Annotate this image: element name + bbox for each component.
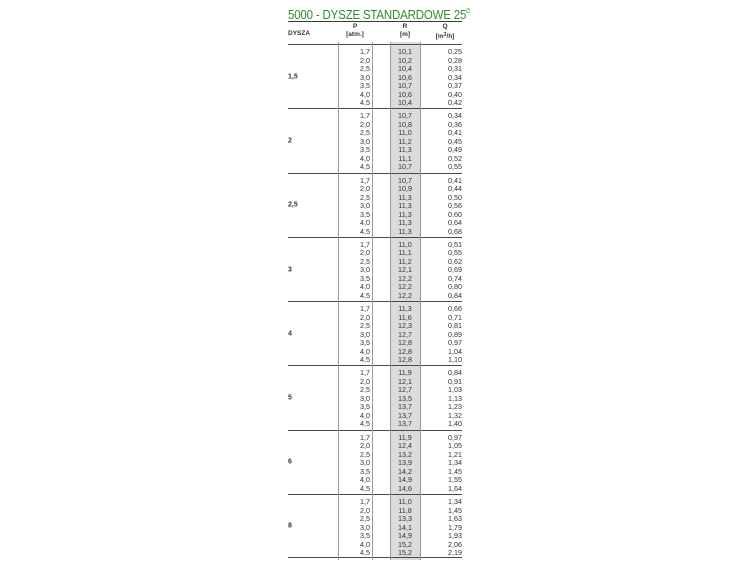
pressure-value: 3,0 <box>360 136 370 146</box>
pressure-value: 2,5 <box>360 321 370 331</box>
nozzle-rows <box>338 241 462 301</box>
nozzle-table-sheet <box>288 4 470 558</box>
flow-value: 0,51 <box>448 239 462 249</box>
pressure-value: 4,5 <box>360 355 370 365</box>
flow-value: 0,49 <box>448 145 462 155</box>
flow-value: 0,52 <box>448 153 462 163</box>
flow-value: 1,23 <box>448 402 462 412</box>
flow-value: 0,36 <box>448 119 462 129</box>
pressure-value: 2,0 <box>360 312 370 322</box>
pressure-value: 3,5 <box>360 402 370 412</box>
nozzle-group <box>288 173 462 237</box>
pressure-value: 3,5 <box>360 81 370 90</box>
pressure-value: 2,0 <box>360 505 370 515</box>
header-radius-unit: [m] <box>399 31 411 38</box>
nozzle-group <box>288 301 462 365</box>
pressure-value: 4,5 <box>360 98 370 107</box>
radius-value: 11,3 <box>398 209 412 219</box>
pressure-value: 2,5 <box>360 449 370 459</box>
radius-value: 12,3 <box>398 321 412 331</box>
radius-value: 14,9 <box>398 475 412 485</box>
flow-value: 0,56 <box>448 201 462 211</box>
header-flow-unit-sup: 3 <box>443 32 447 38</box>
flow-value: 0,55 <box>448 162 462 172</box>
nozzle-size-label: 2 <box>288 137 292 145</box>
radius-value: 12,7 <box>398 329 412 339</box>
table-row <box>338 292 462 301</box>
flow-value: 0,34 <box>448 111 462 121</box>
table-title-text: 5000 - DYSZE STANDARDOWE 25 <box>288 8 467 22</box>
pressure-value: 2,0 <box>360 55 370 65</box>
pressure-value: 3,5 <box>360 145 370 155</box>
nozzle-rows <box>338 369 462 429</box>
pressure-value: 2,5 <box>360 514 370 524</box>
column-divider-r-right <box>420 42 421 560</box>
header-radius-label: R <box>402 23 408 30</box>
flow-value: 1,10 <box>448 355 462 365</box>
flow-value: 0,81 <box>448 321 462 331</box>
table-row <box>338 228 462 237</box>
flow-value: 0,74 <box>448 273 462 283</box>
radius-value: 13,7 <box>398 410 412 420</box>
pressure-value: 3,0 <box>360 72 370 82</box>
radius-value: 11,0 <box>398 239 412 249</box>
radius-value: 12,8 <box>398 346 412 356</box>
column-divider-p-right <box>372 42 373 560</box>
nozzle-size-label: 4 <box>288 330 292 338</box>
nozzle-rows <box>338 498 462 558</box>
flow-value: 0,80 <box>448 282 462 292</box>
radius-value: 12,2 <box>398 282 412 292</box>
nozzle-group <box>288 365 462 429</box>
radius-value: 13,5 <box>398 393 412 403</box>
radius-value: 13,2 <box>398 449 412 459</box>
header-flow <box>428 23 462 41</box>
header-radius <box>390 23 420 39</box>
column-divider-p-left <box>338 42 339 560</box>
flow-value: 0,84 <box>448 290 462 300</box>
pressure-value: 1,7 <box>360 111 370 121</box>
radius-value: 11,8 <box>398 505 412 515</box>
flow-value: 0,28 <box>448 55 462 65</box>
radius-value: 12,4 <box>398 441 412 451</box>
flow-value: 0,40 <box>448 89 462 99</box>
radius-value: 11,3 <box>398 201 412 211</box>
radius-value: 13,9 <box>398 458 412 468</box>
radius-value: 12,2 <box>398 290 412 300</box>
flow-value: 2,19 <box>448 548 462 558</box>
pressure-value: 2,0 <box>360 376 370 386</box>
pressure-value: 4,0 <box>360 89 370 99</box>
pressure-value: 2,0 <box>360 441 370 451</box>
table-row <box>338 99 462 108</box>
flow-value: 0,68 <box>448 226 462 236</box>
flow-value: 0,44 <box>448 184 462 194</box>
radius-value: 10,6 <box>398 72 412 82</box>
flow-value: 1,79 <box>448 522 462 532</box>
pressure-value: 4,0 <box>360 153 370 163</box>
nozzle-size-label: 3 <box>288 266 292 274</box>
flow-value: 0,84 <box>448 368 462 378</box>
pressure-value: 3,5 <box>360 531 370 541</box>
nozzle-group <box>288 237 462 301</box>
nozzle-size-label: 6 <box>288 458 292 466</box>
table-row <box>338 485 462 494</box>
flow-value: 0,45 <box>448 136 462 146</box>
pressure-value: 4,0 <box>360 410 370 420</box>
flow-value: 1,13 <box>448 393 462 403</box>
table-row <box>338 420 462 429</box>
nozzle-rows <box>338 112 462 172</box>
flow-value: 0,60 <box>448 209 462 219</box>
flow-value: 0,41 <box>448 175 462 185</box>
flow-value: 0,71 <box>448 312 462 322</box>
pressure-value: 2,0 <box>360 248 370 258</box>
pressure-value: 1,7 <box>360 368 370 378</box>
pressure-value: 4,0 <box>360 475 370 485</box>
pressure-value: 3,0 <box>360 201 370 211</box>
radius-value: 15,2 <box>398 548 412 558</box>
pressure-value: 3,5 <box>360 338 370 348</box>
pressure-value: 4,0 <box>360 539 370 549</box>
pressure-value: 4,5 <box>360 548 370 558</box>
flow-value: 1,32 <box>448 410 462 420</box>
pressure-value: 3,0 <box>360 265 370 275</box>
radius-value: 12,8 <box>398 355 412 365</box>
table-header <box>288 22 462 44</box>
radius-value: 12,1 <box>398 265 412 275</box>
pressure-value: 4,0 <box>360 282 370 292</box>
pressure-value: 1,7 <box>360 304 370 314</box>
radius-value: 10,7 <box>398 162 412 172</box>
radius-value: 11,3 <box>398 304 412 314</box>
nozzle-size-label: 8 <box>288 522 292 530</box>
pressure-value: 1,7 <box>360 239 370 249</box>
pressure-value: 3,0 <box>360 393 370 403</box>
radius-value: 10,2 <box>398 55 412 65</box>
radius-value: 11,3 <box>398 145 412 155</box>
pressure-value: 2,5 <box>360 192 370 202</box>
nozzle-size-label: 2,5 <box>288 201 298 209</box>
pressure-value: 4,5 <box>360 226 370 236</box>
radius-value: 13,3 <box>398 514 412 524</box>
radius-value: 11,2 <box>398 256 412 266</box>
flow-value: 0,69 <box>448 265 462 275</box>
flow-value: 1,03 <box>448 385 462 395</box>
radius-value: 11,0 <box>398 497 412 507</box>
flow-value: 1,34 <box>448 497 462 507</box>
radius-value: 13,7 <box>398 419 412 429</box>
radius-value: 10,7 <box>398 81 412 90</box>
radius-value: 10,7 <box>398 111 412 121</box>
flow-value: 1,45 <box>448 505 462 515</box>
header-flow-unit-pre: [m <box>435 33 444 40</box>
pressure-value: 4,5 <box>360 290 370 300</box>
header-pressure-label: P <box>352 23 358 30</box>
radius-value: 14,9 <box>398 531 412 541</box>
flow-value: 1,40 <box>448 419 462 429</box>
table-row <box>338 356 462 365</box>
nozzle-group <box>288 108 462 172</box>
radius-value: 11,0 <box>398 128 412 138</box>
flow-value: 1,34 <box>448 458 462 468</box>
radius-value: 14,6 <box>398 483 412 493</box>
flow-value: 0,42 <box>448 98 462 107</box>
flow-value: 1,21 <box>448 449 462 459</box>
header-flow-unit <box>428 31 462 41</box>
nozzle-group <box>288 430 462 494</box>
flow-value: 0,37 <box>448 81 462 90</box>
radius-value: 11,3 <box>398 192 412 202</box>
nozzle-rows <box>338 305 462 365</box>
nozzle-group <box>288 44 462 108</box>
table-title <box>288 4 470 22</box>
flow-value: 0,97 <box>448 432 462 442</box>
radius-value: 10,4 <box>398 98 412 107</box>
header-flow-unit-post: /h] <box>446 33 455 40</box>
pressure-value: 4,0 <box>360 218 370 228</box>
radius-value: 10,6 <box>398 89 412 99</box>
radius-value: 12,7 <box>398 385 412 395</box>
nozzle-group <box>288 494 462 558</box>
flow-value: 1,63 <box>448 514 462 524</box>
pressure-value: 2,0 <box>360 184 370 194</box>
pressure-value: 1,7 <box>360 497 370 507</box>
flow-value: 1,64 <box>448 483 462 493</box>
radius-value: 15,2 <box>398 539 412 549</box>
pressure-value: 3,0 <box>360 329 370 339</box>
table-row <box>338 549 462 558</box>
header-pressure-unit: [atm.] <box>346 31 364 38</box>
radius-value: 10,7 <box>398 175 412 185</box>
radius-value: 11,1 <box>398 248 412 258</box>
pressure-value: 4,5 <box>360 162 370 172</box>
nozzle-rows <box>338 48 462 108</box>
flow-value: 0,25 <box>448 47 462 56</box>
table-body <box>288 44 462 558</box>
radius-value: 11,9 <box>398 432 412 442</box>
flow-value: 0,91 <box>448 376 462 386</box>
flow-value: 0,89 <box>448 329 462 339</box>
pressure-value: 1,7 <box>360 432 370 442</box>
nozzle-rows <box>338 177 462 237</box>
pressure-value: 4,0 <box>360 346 370 356</box>
radius-value: 14,1 <box>398 522 412 532</box>
pressure-value: 2,0 <box>360 119 370 129</box>
radius-value: 14,2 <box>398 466 412 476</box>
pressure-value: 3,0 <box>360 458 370 468</box>
nozzle-size-label: 5 <box>288 394 292 402</box>
pressure-value: 2,5 <box>360 385 370 395</box>
flow-value: 0,64 <box>448 218 462 228</box>
radius-value: 11,1 <box>398 153 412 163</box>
nozzle-size-label: 1,5 <box>288 73 298 81</box>
radius-value: 13,7 <box>398 402 412 412</box>
radius-value: 10,9 <box>398 184 412 194</box>
pressure-value: 3,0 <box>360 522 370 532</box>
flow-value: 1,93 <box>448 531 462 541</box>
column-divider-r-left <box>390 42 391 560</box>
radius-value: 12,1 <box>398 376 412 386</box>
flow-value: 0,34 <box>448 72 462 82</box>
pressure-value: 2,5 <box>360 64 370 73</box>
radius-value: 10,4 <box>398 64 412 73</box>
radius-value: 11,6 <box>398 312 412 322</box>
radius-value: 11,3 <box>398 218 412 228</box>
flow-value: 0,50 <box>448 192 462 202</box>
flow-value: 1,04 <box>448 346 462 356</box>
radius-value: 12,2 <box>398 273 412 283</box>
header-dysza: DYSZA <box>288 30 311 37</box>
radius-value: 11,9 <box>398 368 412 378</box>
flow-value: 0,66 <box>448 304 462 314</box>
header-pressure <box>338 23 372 39</box>
pressure-value: 1,7 <box>360 175 370 185</box>
pressure-value: 3,5 <box>360 209 370 219</box>
table-title-degree: 0 <box>466 8 470 15</box>
pressure-value: 2,5 <box>360 256 370 266</box>
pressure-value: 3,5 <box>360 466 370 476</box>
pressure-value: 4,5 <box>360 419 370 429</box>
pressure-value: 4,5 <box>360 483 370 493</box>
flow-value: 0,62 <box>448 256 462 266</box>
radius-value: 11,2 <box>398 136 412 146</box>
flow-value: 2,06 <box>448 539 462 549</box>
nozzle-rows <box>338 434 462 494</box>
flow-value: 0,97 <box>448 338 462 348</box>
flow-value: 0,31 <box>448 64 462 73</box>
pressure-value: 3,5 <box>360 273 370 283</box>
radius-value: 11,3 <box>398 226 412 236</box>
radius-value: 12,8 <box>398 338 412 348</box>
radius-value: 10,8 <box>398 119 412 129</box>
pressure-value: 2,5 <box>360 128 370 138</box>
flow-value: 1,55 <box>448 475 462 485</box>
header-flow-label: Q <box>442 23 448 30</box>
pressure-value: 1,7 <box>360 47 370 56</box>
flow-value: 1,05 <box>448 441 462 451</box>
radius-value: 10,1 <box>398 47 412 56</box>
flow-value: 0,41 <box>448 128 462 138</box>
table-row <box>338 163 462 172</box>
flow-value: 0,55 <box>448 248 462 258</box>
flow-value: 1,45 <box>448 466 462 476</box>
